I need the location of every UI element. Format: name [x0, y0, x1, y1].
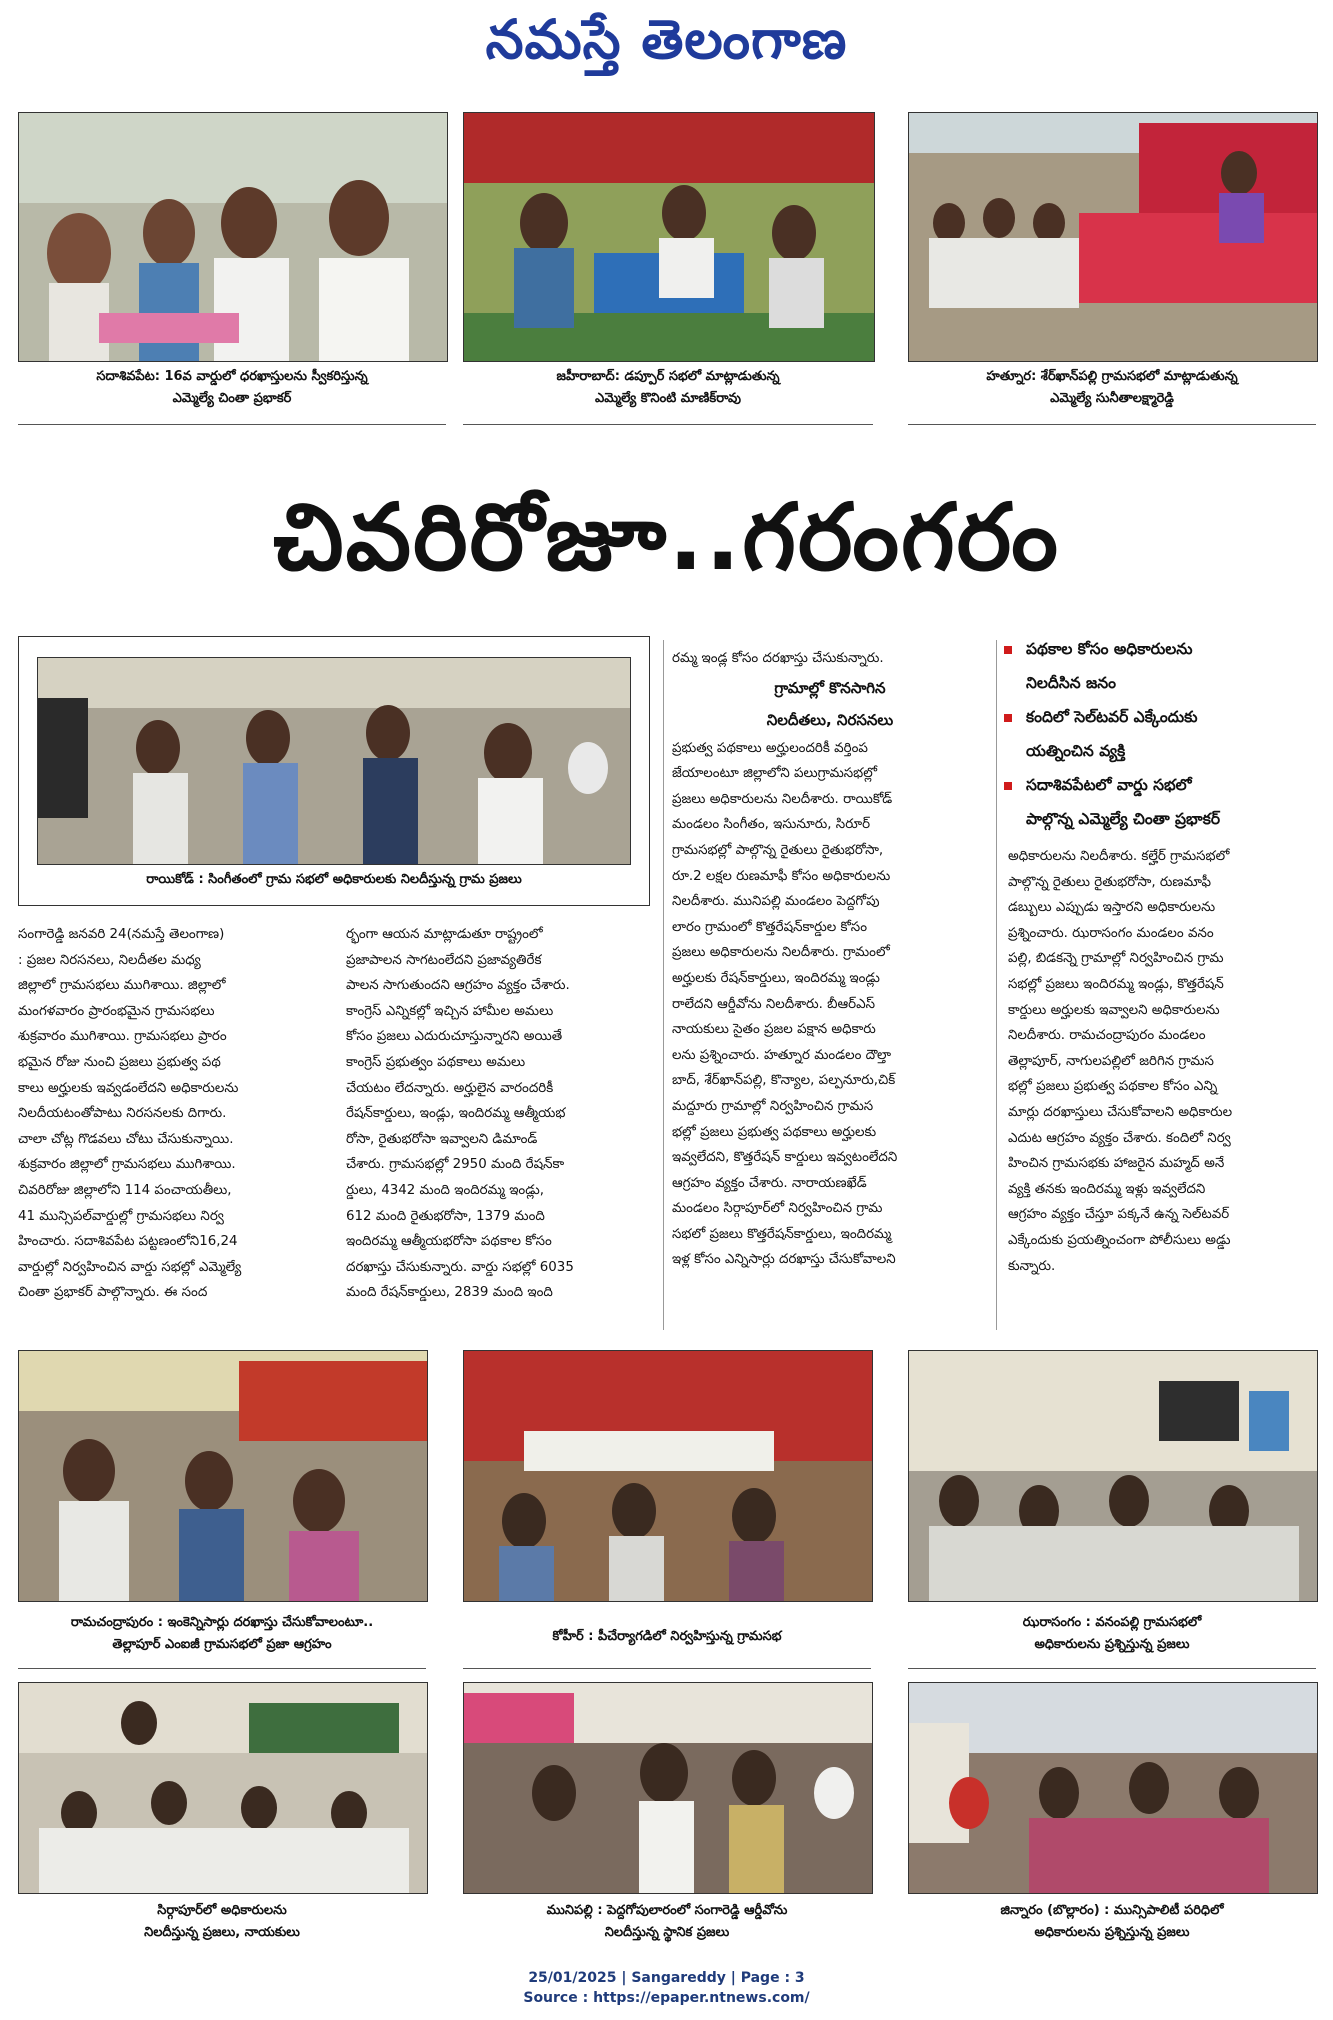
- article-line: బాద్, శేర్‌ఖాన్‌పల్లి, కొన్యాల, పల్పనూరు,చిక్: [672, 1073, 896, 1089]
- bottom-photo-3-caption-line1: జిన్నారం (బొల్లారం) : మున్సిపాలిటీ పరిధిలో: [1000, 1903, 1224, 1918]
- highlight-1-line1: పథకాల కోసం అధికారులను: [1026, 640, 1193, 658]
- top-photo-2-caption-line1: జహీరాబాద్: డప్పూర్ సభలో మాట్లాడుతున్న: [556, 369, 780, 384]
- article-col3: [672, 736, 988, 1273]
- article-line: ప్రజలు అధికారులను నిలదీశారు. రాయికోడ్: [672, 791, 893, 807]
- article-line: భల్లో ప్రజలు ప్రభుత్వ పథకాలు అర్హులకు: [672, 1124, 877, 1140]
- article-line: హించిన గ్రామసభకు హాజరైన మహ్మద్ అనే: [1008, 1156, 1225, 1172]
- article-line: ప్రశ్నించారు. ఝరాసంగం మండలం వనం: [1008, 925, 1214, 941]
- article-line: చివరిరోజు జిల్లాలోని 114 పంచాయతీలు,: [18, 1182, 232, 1198]
- article-col1: [18, 922, 336, 1306]
- article-line: కున్నారు.: [1008, 1258, 1056, 1274]
- article-line: భమైన రోజు నుంచి ప్రజలు ప్రభుత్వ పథ: [18, 1054, 221, 1070]
- bottom-photo-3: [908, 1682, 1318, 1894]
- top-photo-1-caption-line2: ఎమ్మెల్యే చింతా ప్రభాకర్: [172, 391, 292, 406]
- article-line: చింతా ప్రభాకర్ పాల్గొన్నారు. ఈ సంద: [18, 1285, 208, 1301]
- article-subhead-line1: గ్రామాల్లో కొనసాగిన: [774, 678, 886, 697]
- mid-photo-3-caption-line1: ఝరాసంగం : వనంపల్లి గ్రామసభలో: [1022, 1615, 1202, 1630]
- article-line: ఇవ్వలేదని, కొత్తరేషన్ కార్డులు ఇవ్వటంలేదని: [672, 1150, 898, 1166]
- article-line: మార్లు దరఖాస్తులు చేసుకోవాలని అధికారుల: [1008, 1104, 1233, 1120]
- article-line: అర్హులకు రేషన్‌కార్డులు, ఇందిరమ్మ ఇండ్లు: [672, 970, 880, 986]
- article-line: ఆగ్రహం వ్యక్తం చేస్తూ పక్కనే ఉన్న సెల్‌టవర్: [1008, 1207, 1230, 1223]
- article-line: హించారు. సదాశివపేట పట్టణంలోని16,24: [18, 1234, 238, 1250]
- article-line: నిలదీయటంతోపాటు నిరసనలకు దిగారు.: [18, 1106, 227, 1122]
- highlight-3-line1: సదాశివపేటలో వార్డు సభలో: [1026, 776, 1192, 794]
- article-line: గ్రామసభల్లో పాల్గొన్న రైతులు రైతుభరోసా,: [672, 842, 884, 858]
- article-line: జిల్లాలో గ్రామసభలు ముగిశాయి. జిల్లాలో: [18, 978, 226, 994]
- article-line: ప్రభుత్వ పథకాలు అర్హులందరికీ వర్తింప: [672, 740, 868, 756]
- article-line: శుక్రవారం ముగిశాయి. గ్రామసభలు ప్రారం: [18, 1029, 227, 1045]
- article-line: కాంగ్రెస్ ఎన్నికల్లో ఇచ్చిన హామీల అమలు: [346, 1003, 554, 1019]
- article-line: పాలన సాగుతుందని ఆగ్రహం వ్యక్తం చేశారు.: [346, 978, 570, 994]
- article-line: లను ప్రశ్నించారు. హత్నూర మండలం దౌల్తా: [672, 1047, 891, 1063]
- article-line: కార్డులు అర్హులకు ఇవ్వాలని అధికారులను: [1008, 1002, 1220, 1018]
- highlights: [1004, 632, 1324, 836]
- mid-photo-2: [463, 1350, 873, 1602]
- article-subhead-line2: నిలదీతలు, నిరసనలు: [766, 710, 894, 729]
- bottom-photo-1: [18, 1682, 428, 1894]
- top-photo-3: [908, 112, 1318, 362]
- article-line: మంది రేషన్‌కార్డులు, 2839 మంది ఇంది: [346, 1285, 553, 1301]
- article-line: పల్లి, బిడకన్నె గ్రామాల్లో నిర్వహించిన గ్రామ: [1008, 951, 1224, 967]
- article-line: ఎక్కేందుకు ప్రయత్నించంగా పోలీసులు అడ్డు: [1008, 1232, 1231, 1248]
- masthead-title: నమస్తే తెలంగాణ: [485, 8, 848, 71]
- article-line: కోసం ప్రజలు ఎదురుచూస్తున్నారని అయితే: [346, 1029, 563, 1045]
- article-line: నిలదీశారు. మునిపల్లి మండలం పెద్దగోపు: [672, 894, 880, 910]
- article-line: దరఖాస్తు చేసుకున్నారు. వార్డు సభల్లో 6035: [346, 1259, 574, 1275]
- article-line: వార్డుల్లో నిర్వహించిన వార్డు సభల్లో ఎమ్మెల్యే: [18, 1259, 242, 1275]
- top-photo-3-caption-line1: హత్నూర: శేర్‌ఖాన్‌పల్లి గ్రామసభలో మాట్లాడుతున్న: [986, 369, 1238, 384]
- article-line: చేయటం లేదన్నారు. అర్హులైన వారందరికీ: [346, 1080, 554, 1096]
- bottom-photo-3-caption-line2: అధికారులను ప్రశ్నిస్తున్న ప్రజలు: [1034, 1925, 1190, 1940]
- mid-photo-3-caption-line2: అధికారులను ప్రశ్నిస్తున్న ప్రజలు: [1034, 1637, 1190, 1652]
- bullet-icon: [1004, 714, 1012, 722]
- article-line: మండలం సింగీతం, ఇసునూరు, సిరూర్: [672, 817, 871, 833]
- mid-photo-1: [18, 1350, 428, 1602]
- article-line: : ప్రజల నిరసనలు, నిలదీతల మధ్య: [18, 952, 201, 968]
- article-line: కాంగ్రెస్ ప్రభుత్వం పథకాలు అమలు: [346, 1054, 526, 1070]
- article-line: 612 మంది రైతుభరోసా, 1379 మంది: [346, 1208, 545, 1224]
- article-line: ఆగ్రహం వ్యక్తం చేశారు. నారాయణఖేడ్: [672, 1175, 867, 1191]
- article-line: చేశారు. గ్రామసభల్లో 2950 మంది రేషన్‌కా: [346, 1157, 565, 1173]
- article-line: నిలదీశారు. రామచంద్రాపురం మండలం: [1008, 1028, 1206, 1044]
- article-line: మద్దూరు గ్రామాల్లో నిర్వహించిన గ్రామస: [672, 1098, 874, 1114]
- headline: చివరిరోజూ..గరంగరం: [273, 484, 1060, 591]
- lead-photo-caption: రాయికోడ్ : సింగీతంలో గ్రామ సభలో అధికారులకు నిలదీస్తున్న గ్రామ ప్రజలు: [146, 872, 522, 887]
- bullet-icon: [1004, 782, 1012, 790]
- article-line: జేయాలంటూ జిల్లాలోని పలుగ్రామసభల్లో: [672, 766, 877, 782]
- article-line: రాలేదని ఆర్డీవోను నిలదీశారు. బీఆర్‌ఎస్: [672, 996, 875, 1012]
- article-line: పాల్గొన్న రైతులు రైతుభరోసా, రుణమాఫీ: [1008, 874, 1212, 890]
- mid-photo-1-caption-line2: తెల్లాపూర్ ఎంఐజీ గ్రామసభలో ప్రజా ఆగ్రహం: [112, 1637, 332, 1652]
- bottom-photo-2-caption-line1: మునిపల్లి : పెద్దగోపులారంలో సంగారెడ్డి ఆర్డీవోను: [546, 1903, 788, 1918]
- top-photo-3-caption-line2: ఎమ్మెల్యే సునీతాలక్ష్మారెడ్డి: [1050, 391, 1174, 406]
- highlight-2-line2: యత్నించిన వ్యక్తి: [1026, 742, 1126, 760]
- mid-photo-1-caption-line1: రామచంద్రాపురం : ఇంకెన్నిసార్లు దరఖాస్తు చేసుకోవాలంటూ..: [70, 1615, 374, 1630]
- article-col4: [1008, 844, 1320, 1279]
- article-line: ర్డులు, 4342 మంది ఇందిరమ్మ ఇండ్లు,: [346, 1182, 545, 1198]
- article-line: తెల్లాపూర్, నాగులపల్లిలో జరిగిన గ్రామస: [1008, 1053, 1214, 1069]
- article-line: ప్రజలు అధికారులను నిలదీశారు. గ్రామంలో: [672, 945, 890, 961]
- top-photo-1: [18, 112, 448, 362]
- highlight-2-line1: కందిలో సెల్‌టవర్ ఎక్కేందుకు: [1026, 708, 1198, 726]
- article-line: ఎదుట ఆగ్రహం వ్యక్తం చేశారు. కందిలో నిర్వ: [1008, 1130, 1231, 1146]
- article-line: ర్భంగా ఆయన మాట్లాడుతూ రాష్ట్రంలో: [346, 927, 543, 942]
- footer-source: Source : https://epaper.ntnews.com/: [523, 1990, 810, 2006]
- article-line: 41 మున్సిపల్‌వార్డుల్లో గ్రామసభలు నిర్వ: [18, 1208, 224, 1224]
- article-line: భల్లో ప్రజలు ప్రభుత్వ పథకాల కోసం ఎన్ని: [1008, 1079, 1218, 1095]
- article-line: చాలా చోట్ల గొడవలు చోటు చేసుకున్నాయి.: [18, 1131, 234, 1147]
- article-line: ఇళ్ల కోసం ఎన్నిసార్లు దరఖాస్తు చేసుకోవాలని: [672, 1252, 896, 1268]
- article-line: అధికారులను నిలదీశారు. కల్హేర్ గ్రామసభలో: [1008, 849, 1230, 864]
- article-line: మండలం సిర్గాపూర్‌లో నిర్వహించిన గ్రామ: [672, 1201, 883, 1217]
- article-line: సంగారెడ్డి జనవరి 24(నమస్తే తెలంగాణ): [18, 927, 225, 942]
- article-line: రూ.2 లక్షల రుణమాఫీ కోసం అధికారులను: [672, 868, 891, 884]
- article-col3-top: రమ్మ ఇండ్ల కోసం దరఖాస్తు చేసుకున్నారు.: [672, 651, 884, 666]
- article-line: ప్రజాపాలన సాగటంలేదని ప్రజావ్యతిరేక: [346, 952, 542, 968]
- article-line: లారం గ్రామంలో కొత్తరేషన్‌కార్డుల కోసం: [672, 919, 867, 935]
- article-line: డబ్బులు ఎప్పుడు ఇస్తారని అధికారులను: [1008, 900, 1216, 916]
- article-line: సభలో ప్రజలు కొత్తరేషన్‌కార్డులు, ఇందిరమ్మ: [672, 1226, 892, 1242]
- article-line: వ్యక్తి తనకు ఇందిరమ్మ ఇళ్లు ఇవ్వలేదని: [1008, 1181, 1206, 1197]
- bullet-icon: [1004, 646, 1012, 654]
- highlight-3-line2: పాల్గొన్న ఎమ్మెల్యే చింతా ప్రభాకర్: [1026, 810, 1221, 828]
- article-line: సభల్లో ప్రజలు ఇందిరమ్మ ఇండ్లు, కొత్తరేషన్: [1008, 976, 1224, 992]
- lead-photo-frame: [18, 636, 650, 906]
- top-photo-2-caption-line2: ఎమ్మెల్యే కొనింటి మాణిక్‌రావు: [595, 391, 741, 406]
- top-photo-1-caption-line1: సదాశివపేట: 16వ వార్డులో ధరఖాస్తులను స్వీకరిస్తున్న: [96, 369, 368, 384]
- bottom-photo-1-caption-line2: నిలదీస్తున్న ప్రజలు, నాయకులు: [144, 1925, 300, 1940]
- top-photo-2: [463, 112, 875, 362]
- bottom-photo-1-caption-line1: సిర్గాపూర్‌లో అధికారులను: [157, 1903, 287, 1918]
- lead-photo: [37, 657, 631, 865]
- highlight-1-line2: నిలదీసిన జనం: [1026, 674, 1117, 692]
- article-col2: [346, 922, 656, 1306]
- article-line: శుక్రవారం జిల్లాలో గ్రామసభలు ముగిశాయి.: [18, 1157, 236, 1173]
- article-line: రేషన్‌కార్డులు, ఇండ్లు, ఇందిరమ్మ ఆత్మీయభ: [346, 1106, 566, 1122]
- article-line: నాయకులు సైతం ప్రజల పక్షాన అధికారు: [672, 1022, 876, 1038]
- mid-photo-3: [908, 1350, 1318, 1602]
- mid-photo-2-caption-line1: కోహీర్ : పీచేర్యాగడిలో నిర్వహిస్తున్న గ్రామసభ: [552, 1629, 782, 1644]
- article-line: కాలు అర్హులకు ఇవ్వడంలేదని అధికారులను: [18, 1080, 239, 1096]
- article-line: రోసా, రైతుభరోసా ఇవ్వాలని డిమాండ్: [346, 1131, 538, 1147]
- article-line: ఇందిరమ్మ ఆత్మీయభరోసా పథకాల కోసం: [346, 1234, 552, 1250]
- bottom-photo-2: [463, 1682, 873, 1894]
- article-line: మంగళవారం ప్రారంభమైన గ్రామసభలు: [18, 1003, 215, 1019]
- bottom-photo-2-caption-line2: నిలదీస్తున్న స్థానిక ప్రజలు: [604, 1925, 730, 1940]
- footer-dateline: 25/01/2025 | Sangareddy | Page : 3: [528, 1970, 805, 1986]
